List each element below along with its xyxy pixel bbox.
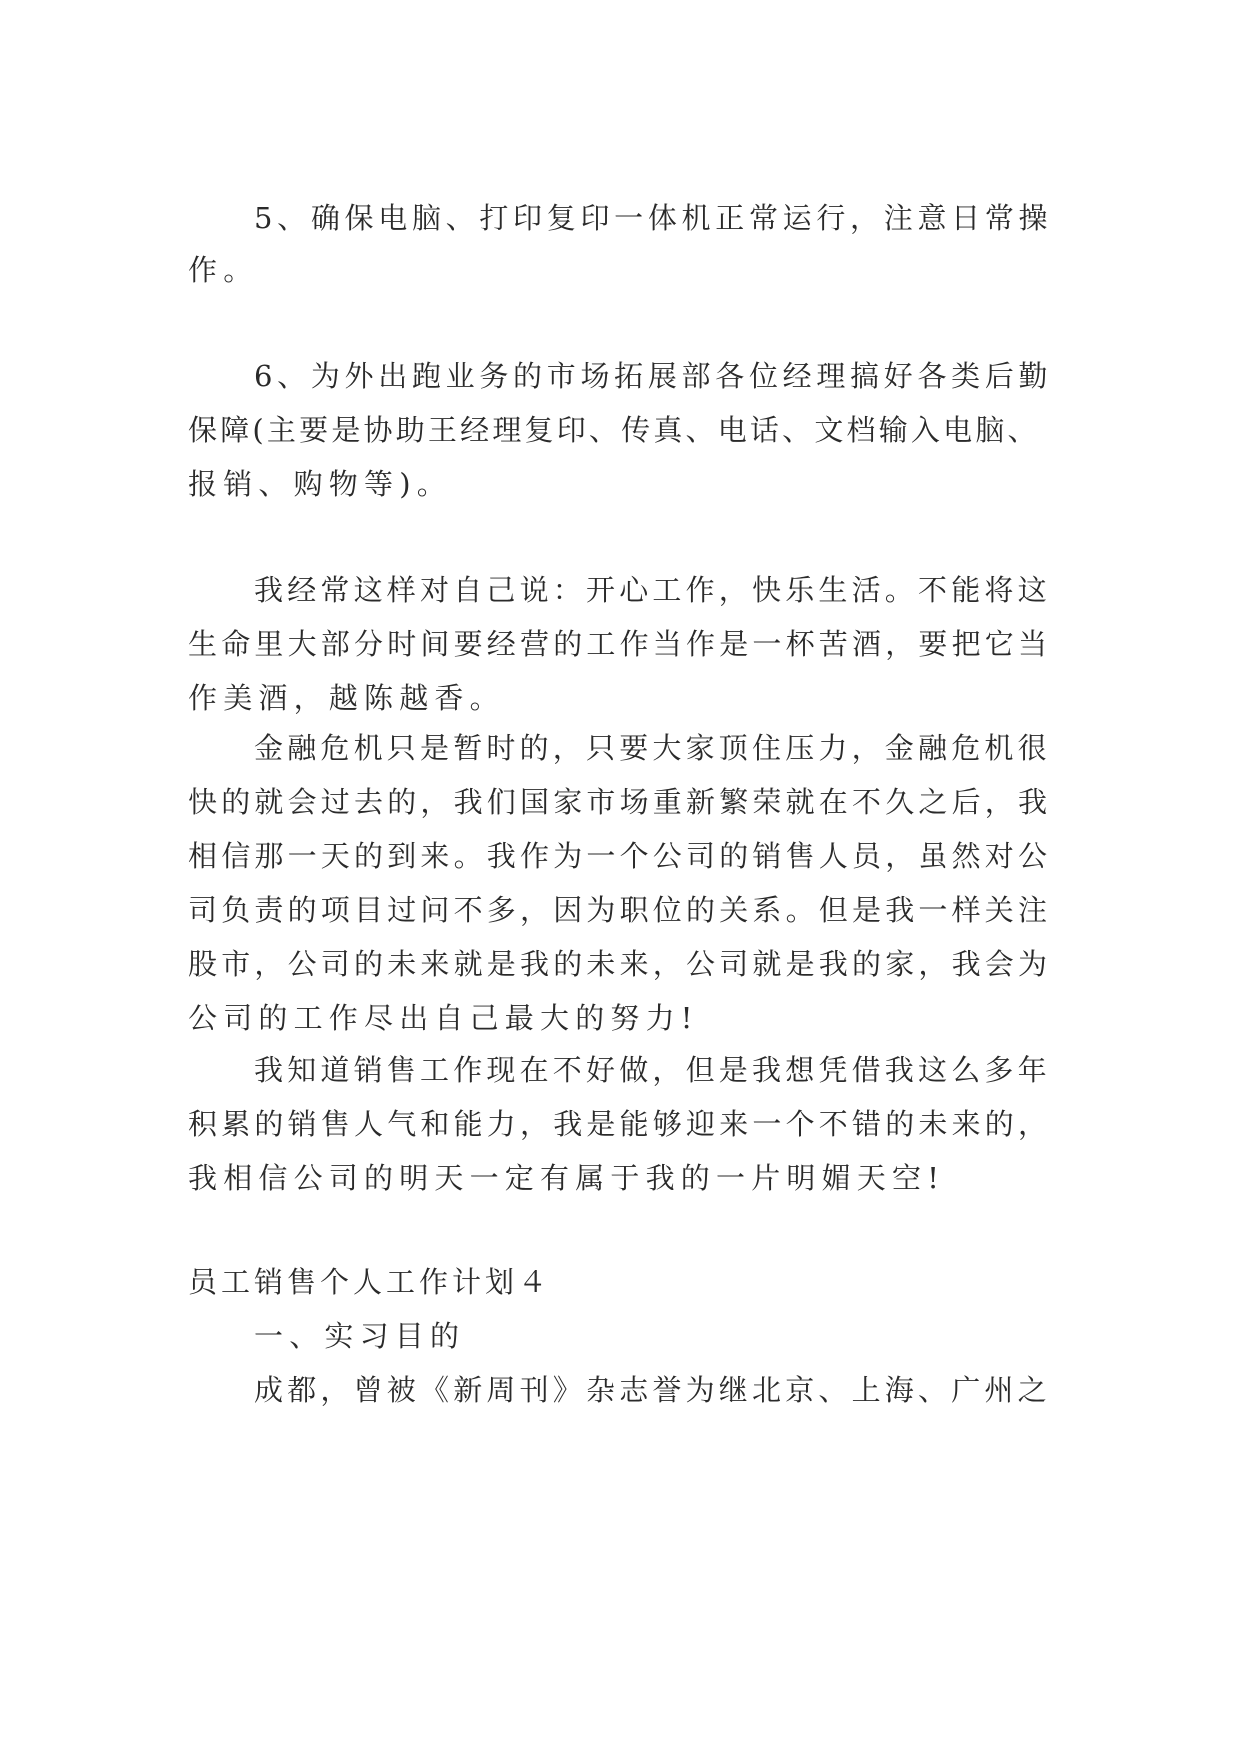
paragraph-motto-line-1: 我经常这样对自己说：开心工作，快乐生活。不能将这 xyxy=(254,573,1051,607)
paragraph-crisis-line-5: 股市，公司的未来就是我的未来，公司就是我的家，我会为 xyxy=(188,947,1052,981)
paragraph-crisis-line-1: 金融危机只是暂时的，只要大家顶住压力，金融危机很 xyxy=(254,731,1051,765)
paragraph-item-5-line-1: 5、确保电脑、打印复印一体机正常运行，注意日常操 xyxy=(254,201,1053,235)
paragraph-crisis-line-4: 司负责的项目过问不多，因为职位的关系。但是我一样关注 xyxy=(188,893,1052,927)
paragraph-item-6-line-2: 保障(主要是协助王经理复印、传真、电话、文档输入电脑、 xyxy=(188,413,1040,447)
paragraph-future-line-3: 我相信公司的明天一定有属于我的一片明媚天空! xyxy=(188,1161,946,1195)
subsection-title: 一、实习目的 xyxy=(254,1319,466,1353)
paragraph-future-line-1: 我知道销售工作现在不好做，但是我想凭借我这么多年 xyxy=(254,1053,1051,1087)
paragraph-item-5-line-2: 作。 xyxy=(188,253,259,287)
paragraph-crisis-line-6: 公司的工作尽出自己最大的努力! xyxy=(188,1001,699,1035)
paragraph-motto-line-2: 生命里大部分时间要经营的工作当作是一杯苦酒，要把它当 xyxy=(188,627,1052,661)
paragraph-chengdu-line-1: 成都，曾被《新周刊》杂志誉为继北京、上海、广州之 xyxy=(254,1373,1051,1407)
paragraph-item-6-line-3: 报销、购物等)。 xyxy=(188,467,452,501)
paragraph-crisis-line-3: 相信那一天的到来。我作为一个公司的销售人员，虽然对公 xyxy=(188,839,1052,873)
section-title: 员工销售个人工作计划４ xyxy=(188,1265,552,1299)
paragraph-future-line-2: 积累的销售人气和能力，我是能够迎来一个不错的未来的， xyxy=(188,1107,1052,1141)
paragraph-motto-line-3: 作美酒，越陈越香。 xyxy=(188,681,505,715)
paragraph-crisis-line-2: 快的就会过去的，我们国家市场重新繁荣就在不久之后，我 xyxy=(188,785,1052,819)
paragraph-item-6-line-1: 6、为外出跑业务的市场拓展部各位经理搞好各类后勤 xyxy=(254,359,1053,393)
